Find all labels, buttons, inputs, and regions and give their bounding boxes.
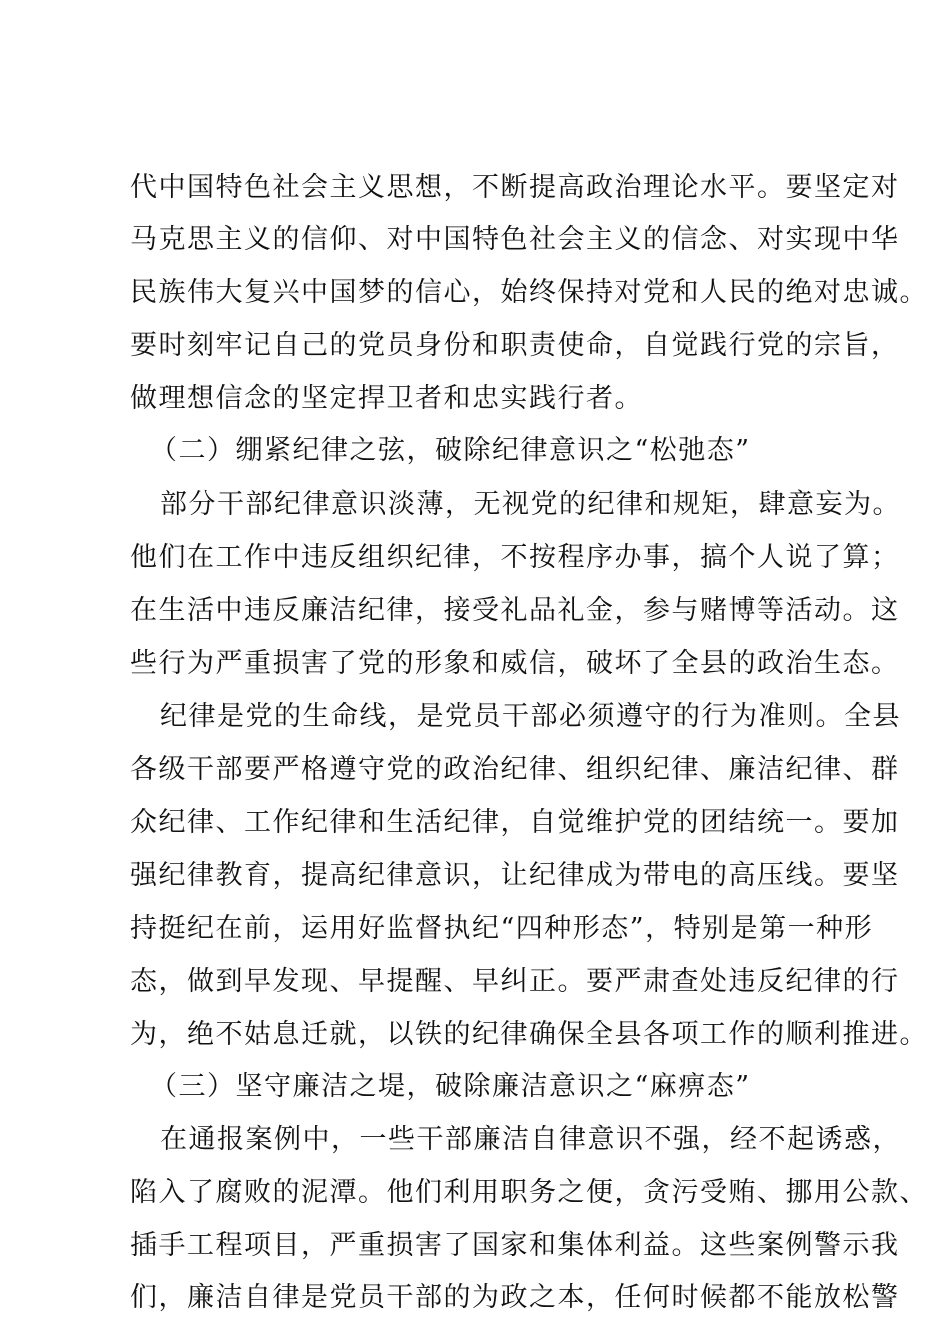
body-line: 态，做到早发现、早提醒、早纠正。要严肃查处违反纪律的行	[130, 966, 900, 997]
body-line: 部分干部纪律意识淡薄，无视党的纪律和规矩，肆意妄为。	[160, 489, 901, 520]
body-line: 陷入了腐败的泥潭。他们利用职务之便，贪污受贿、挪用公款、	[130, 1177, 928, 1208]
body-line: 做理想信念的坚定捍卫者和忠实践行者。	[130, 383, 643, 414]
section-heading-3: （三）坚守廉洁之堤，破除廉洁意识之“麻痹态”	[150, 1071, 751, 1102]
body-line: 强纪律教育，提高纪律意识，让纪律成为带电的高压线。要坚	[130, 860, 900, 891]
body-line: 些行为严重损害了党的形象和威信，破坏了全县的政治生态。	[130, 648, 900, 679]
body-line: 在通报案例中，一些干部廉洁自律意识不强，经不起诱惑，	[160, 1124, 901, 1155]
body-line: 持挺纪在前，运用好监督执纪“四种形态”，特别是第一种形	[130, 913, 874, 944]
body-line: 们，廉洁自律是党员干部的为政之本，任何时候都不能放松警	[130, 1282, 900, 1313]
body-line: 为，绝不姑息迁就，以铁的纪律确保全县各项工作的顺利推进。	[130, 1019, 928, 1050]
body-line: 众纪律、工作纪律和生活纪律，自觉维护党的团结统一。要加	[130, 807, 900, 838]
body-line: 各级干部要严格遵守党的政治纪律、组织纪律、廉洁纪律、群	[130, 754, 900, 785]
body-line: 纪律是党的生命线，是党员干部必须遵守的行为准则。全县	[160, 701, 901, 732]
section-heading-2: （二）绷紧纪律之弦，破除纪律意识之“松弛态”	[150, 435, 751, 466]
body-line: 在生活中违反廉洁纪律，接受礼品礼金，参与赌博等活动。这	[130, 595, 900, 626]
body-line: 代中国特色社会主义思想，不断提高政治理论水平。要坚定对	[130, 172, 900, 203]
body-line: 民族伟大复兴中国梦的信心，始终保持对党和人民的绝对忠诚。	[130, 277, 928, 308]
body-line: 插手工程项目，严重损害了国家和集体利益。这些案例警示我	[130, 1230, 900, 1261]
body-line: 他们在工作中违反组织纪律，不按程序办事，搞个人说了算；	[130, 542, 900, 573]
body-line: 马克思主义的信仰、对中国特色社会主义的信念、对实现中华	[130, 224, 900, 255]
body-line: 要时刻牢记自己的党员身份和职责使命，自觉践行党的宗旨，	[130, 330, 900, 361]
